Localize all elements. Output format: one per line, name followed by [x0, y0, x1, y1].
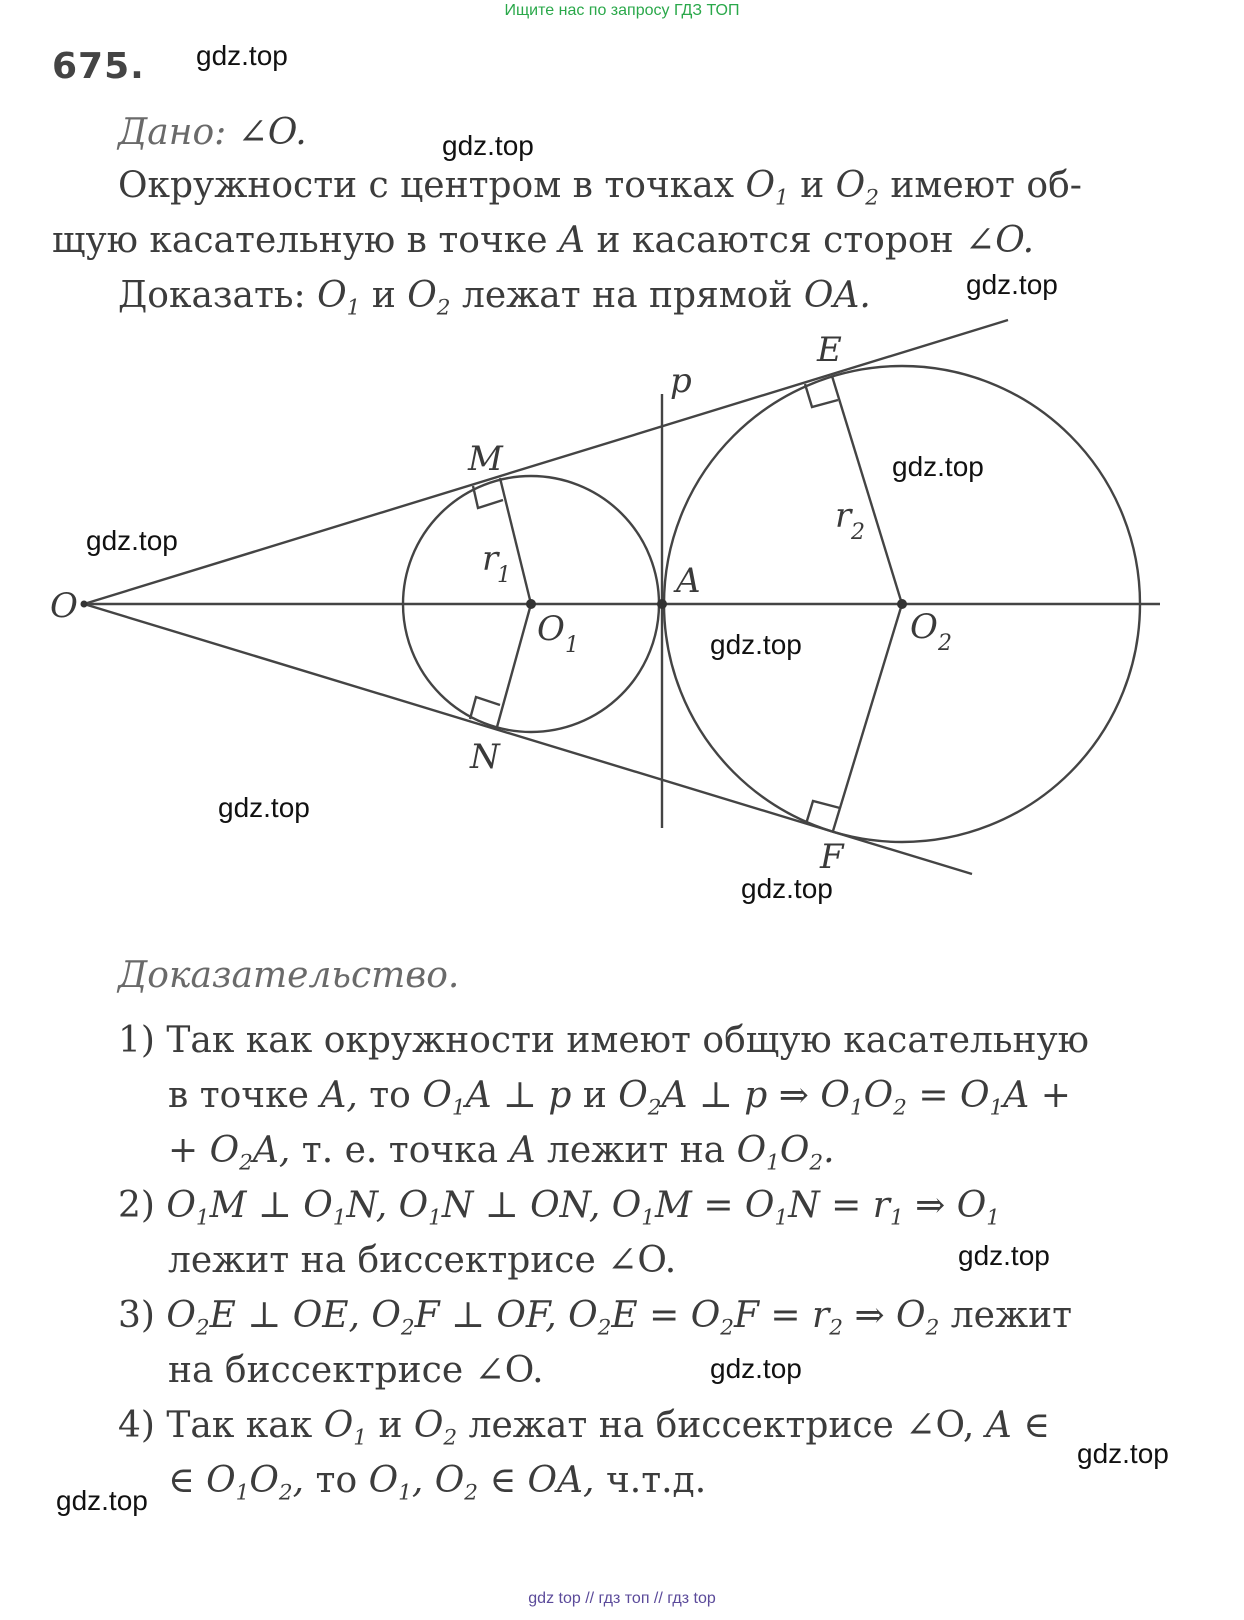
- proof-step-2-line-2: лежит на биссектрисе ∠O.: [168, 1240, 677, 1281]
- label-r1-sub: 1: [497, 563, 511, 588]
- watermark: gdz.top: [86, 525, 178, 556]
- proof-step-1-line-2: в точке A, то $O_1A$ ⊥ p и $O_2A$ ⊥ p ⇒ $O_1O_2 = O_1A$ +: [168, 1075, 1071, 1121]
- text: 4) Так как: [118, 1405, 313, 1446]
- text: Окружности с центром в точках: [118, 165, 735, 206]
- label-o1: O: [537, 609, 565, 649]
- radius-o2f: [833, 604, 902, 831]
- text: то: [315, 1460, 358, 1501]
- watermark: gdz.top: [1077, 1438, 1169, 1469]
- text: щую касательную в точке: [52, 220, 548, 261]
- label-o2: O: [910, 607, 938, 647]
- label-n: N: [470, 737, 500, 777]
- proof-step-4-line-2: ∈ $O_1O_2$, то $O_1$, $O_2$ ∈ OA, ч.т.д.: [168, 1460, 707, 1506]
- text: OA.: [803, 275, 871, 316]
- proof-step-2-line-1: 2) $O_1M$ ⊥ $O_1N$, $O_1N$ ⊥ ON, $O_1M = O_1N = r_1$ ⇒ $O_1$: [118, 1185, 1001, 1231]
- label-o2-sub: 2: [938, 631, 952, 656]
- text: и: [800, 165, 825, 206]
- footer-links[interactable]: gdz top // гдз топ // гдз top: [528, 1590, 716, 1607]
- proof-step-4-line-1: 4) Так как $O_1$ и $O_2$ лежат на биссектрисе ∠O, A ∈: [118, 1405, 1050, 1451]
- label-o1-sub: 1: [565, 633, 579, 658]
- text: ч.т.д.: [605, 1460, 707, 1501]
- given-line-1: Окружности с центром в точках $O_1$ и $O_2$ имеют об-: [118, 165, 1082, 211]
- right-angle-f: [806, 801, 840, 824]
- point-o1: [526, 599, 536, 609]
- watermark: gdz.top: [892, 451, 984, 482]
- point-o: [81, 601, 88, 608]
- right-angle-e: [805, 384, 838, 407]
- search-banner[interactable]: Ищите нас по запросу ГДЗ ТОП: [504, 2, 740, 19]
- text: ∠O.: [965, 220, 1035, 261]
- point-a: [657, 599, 667, 609]
- prove-label: Доказать:: [118, 275, 306, 316]
- watermark: gdz.top: [741, 873, 833, 904]
- watermark: gdz.top: [966, 269, 1058, 300]
- given-angle: ∠O.: [237, 112, 307, 153]
- text: и: [582, 1075, 607, 1116]
- text: лежат на биссектрисе ∠O,: [468, 1405, 975, 1446]
- text: лежит на: [547, 1130, 726, 1171]
- problem-number: 675.: [52, 46, 145, 87]
- label-a: A: [676, 561, 701, 601]
- label-e: E: [817, 330, 842, 370]
- label-o: O: [50, 586, 78, 626]
- text: имеют об-: [890, 165, 1082, 206]
- text: и: [371, 275, 396, 316]
- radius-o1n: [497, 604, 531, 727]
- label-r1: r: [482, 539, 499, 579]
- prove-line: Доказать: $O_1$ и $O_2$ лежат на прямой OA.: [118, 275, 871, 321]
- side-upper-line: [84, 320, 1008, 604]
- text: и: [378, 1405, 403, 1446]
- radius-o2e: [832, 376, 902, 604]
- proof-heading: Доказательство.: [118, 955, 460, 996]
- proof-step-1-line-1: 1) Так как окружности имеют общую касательную: [118, 1020, 1089, 1061]
- text: т. е. точка: [301, 1130, 499, 1171]
- text: 3): [118, 1295, 155, 1336]
- label-m: M: [468, 439, 503, 479]
- text: то: [369, 1075, 411, 1116]
- proof-step-3-line-2: на биссектрисе ∠O.: [168, 1350, 544, 1391]
- watermark: gdz.top: [710, 629, 802, 660]
- proof-step-3-line-1: 3) $O_2E$ ⊥ OE, $O_2F$ ⊥ OF, $O_2E = O_2F = r_2$ ⇒ $O_2$ лежит: [118, 1295, 1072, 1341]
- right-angle-m: [473, 486, 503, 508]
- watermark: gdz.top: [958, 1240, 1050, 1271]
- given-header: Дано: ∠O.: [118, 112, 307, 153]
- label-r2: r: [835, 496, 852, 536]
- text: лежит: [950, 1295, 1072, 1336]
- watermark: gdz.top: [56, 1485, 148, 1516]
- label-f: F: [820, 837, 844, 877]
- text: 2): [118, 1185, 155, 1226]
- right-angle-n: [470, 697, 500, 719]
- label-r2-sub: 2: [851, 520, 865, 545]
- proof-step-1-line-3: + $O_2A$, т. е. точка A лежит на $O_1O_2$.: [168, 1130, 835, 1176]
- text: и касаются сторон: [596, 220, 954, 261]
- label-p: p: [670, 361, 692, 401]
- watermark: gdz.top: [196, 40, 288, 71]
- text: в точке: [168, 1075, 309, 1116]
- watermark: gdz.top: [442, 130, 534, 161]
- given-label: Дано: [118, 112, 215, 153]
- given-line-2: щую касательную в точке A и касаются сторон ∠O.: [52, 220, 1035, 261]
- watermark: gdz.top: [710, 1353, 802, 1384]
- text: лежат на прямой: [462, 275, 793, 316]
- point-o2: [897, 599, 907, 609]
- watermark: gdz.top: [218, 792, 310, 823]
